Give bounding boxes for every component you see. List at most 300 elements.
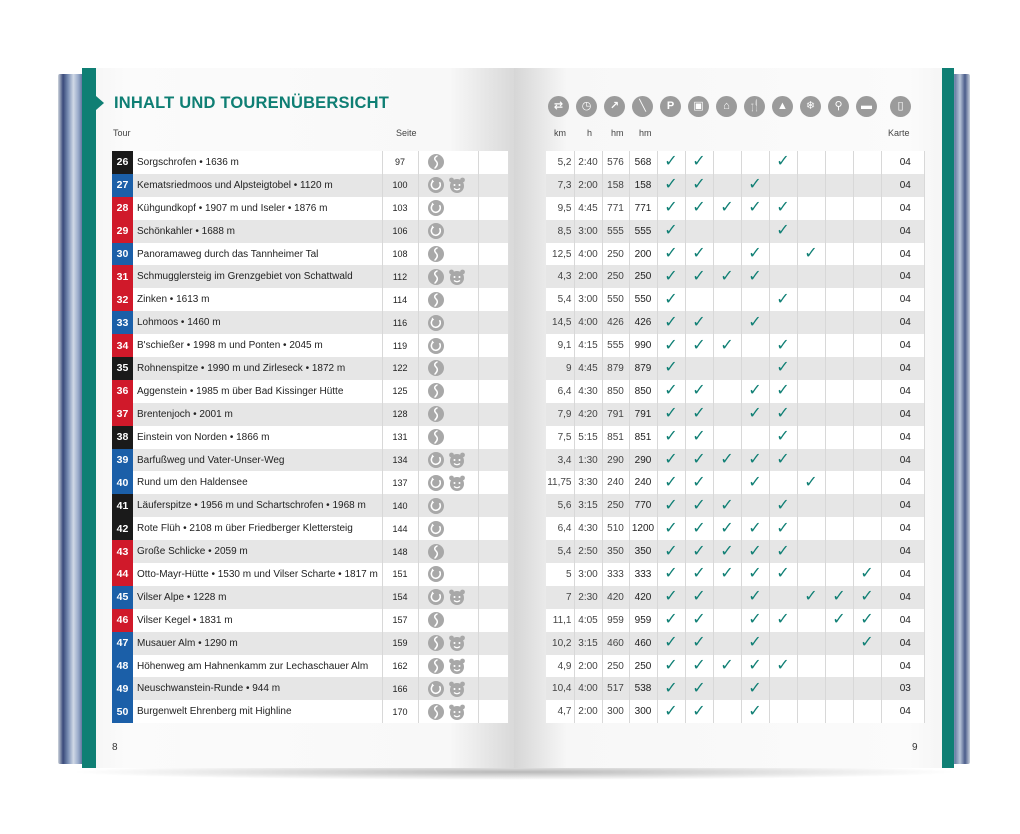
loop-icon <box>427 203 448 214</box>
tour-type-icons <box>418 494 478 517</box>
feature-check-6 <box>825 632 853 655</box>
row-spacer <box>478 517 508 540</box>
table-row[interactable] <box>546 632 924 655</box>
check-icon: ✓ <box>748 405 762 423</box>
check-icon: ✓ <box>692 267 706 285</box>
descent-hm: 990 <box>629 334 657 357</box>
feature-check-7 <box>853 677 881 700</box>
check-icon: ✓ <box>664 336 678 354</box>
map-number: 04 <box>887 540 924 563</box>
difficulty-icon <box>427 272 448 283</box>
feature-check-3 <box>741 426 769 449</box>
table-row[interactable] <box>112 220 508 243</box>
feature-check-0 <box>657 540 685 563</box>
feature-check-1 <box>685 609 713 632</box>
feature-check-4 <box>769 632 797 655</box>
descent-hm: 158 <box>629 174 657 197</box>
table-row[interactable] <box>546 609 924 632</box>
page-reference: 170 <box>382 700 418 723</box>
check-icon: ✓ <box>776 519 790 537</box>
duration-hours: 4:00 <box>574 243 602 266</box>
map-number: 04 <box>887 517 924 540</box>
check-icon: ✓ <box>748 679 762 697</box>
duration-hours: 2:00 <box>574 174 602 197</box>
tour-number-badge: 26 <box>112 151 133 174</box>
tour-name: Kühgundkopf • 1907 m und Iseler • 1876 m <box>133 197 382 220</box>
feature-check-7 <box>853 380 881 403</box>
table-row[interactable] <box>112 632 508 655</box>
feature-check-6 <box>825 586 853 609</box>
check-icon: ✓ <box>664 496 678 514</box>
tour-number-badge: 40 <box>112 471 133 494</box>
feature-check-2 <box>713 700 741 723</box>
descent-hm: 290 <box>629 449 657 472</box>
feature-check-0 <box>657 586 685 609</box>
table-row[interactable] <box>546 265 924 288</box>
distance-km: 5,2 <box>546 151 574 174</box>
duration-hours: 2:00 <box>574 700 602 723</box>
feature-check-5 <box>797 517 825 540</box>
feature-check-4 <box>769 265 797 288</box>
feature-check-3 <box>741 700 769 723</box>
table-row[interactable] <box>112 609 508 632</box>
tour-type-icons <box>418 403 478 426</box>
feature-check-7 <box>853 655 881 678</box>
feature-check-2 <box>713 494 741 517</box>
feature-check-3 <box>741 174 769 197</box>
table-row[interactable] <box>112 563 508 586</box>
ascent-hm: 771 <box>602 197 629 220</box>
page-reference: 128 <box>382 403 418 426</box>
page-reference: 154 <box>382 586 418 609</box>
feature-check-5 <box>797 632 825 655</box>
table-row[interactable] <box>546 357 924 380</box>
table-row[interactable] <box>546 517 924 540</box>
table-row[interactable] <box>546 243 924 266</box>
feature-check-3 <box>741 540 769 563</box>
duration-hours: 4:00 <box>574 677 602 700</box>
ascent-hm: 959 <box>602 609 629 632</box>
feature-check-0 <box>657 311 685 334</box>
feature-check-5 <box>797 334 825 357</box>
map-number: 04 <box>887 632 924 655</box>
check-icon: ✓ <box>664 634 678 652</box>
descent-hm: 250 <box>629 265 657 288</box>
duration-hours: 2:00 <box>574 265 602 288</box>
row-spacer <box>478 471 508 494</box>
check-icon: ✓ <box>692 565 706 583</box>
tour-name: Barfußweg und Vater-Unser-Weg <box>133 449 382 472</box>
feature-check-5 <box>797 151 825 174</box>
table-row[interactable] <box>546 426 924 449</box>
feature-check-0 <box>657 357 685 380</box>
distance-km: 4,7 <box>546 700 574 723</box>
feature-check-7 <box>853 449 881 472</box>
feature-check-3 <box>741 288 769 311</box>
feature-check-6 <box>825 311 853 334</box>
distance-km: 9 <box>546 357 574 380</box>
tour-type-icons <box>418 334 478 357</box>
feature-check-3 <box>741 449 769 472</box>
feature-check-5 <box>797 288 825 311</box>
table-row[interactable] <box>112 449 508 472</box>
feature-check-1 <box>685 151 713 174</box>
check-icon: ✓ <box>776 359 790 377</box>
check-icon: ✓ <box>664 588 678 606</box>
feature-check-0 <box>657 632 685 655</box>
page-reference: 157 <box>382 609 418 632</box>
feature-check-4 <box>769 220 797 243</box>
feature-check-6 <box>825 609 853 632</box>
table-row[interactable] <box>546 151 924 174</box>
row-spacer <box>478 586 508 609</box>
feature-check-5 <box>797 655 825 678</box>
table-row[interactable] <box>546 677 924 700</box>
tour-type-icons <box>418 265 478 288</box>
map-number: 04 <box>887 380 924 403</box>
feature-check-5 <box>797 677 825 700</box>
map-number: 04 <box>887 471 924 494</box>
feature-check-7 <box>853 174 881 197</box>
feature-check-4 <box>769 494 797 517</box>
restaurant-icon: 🍴 <box>744 96 765 117</box>
distance-km: 3,4 <box>546 449 574 472</box>
distance-km: 4,3 <box>546 265 574 288</box>
check-icon: ✓ <box>804 588 818 606</box>
check-icon: ✓ <box>776 336 790 354</box>
table-row[interactable] <box>546 586 924 609</box>
tour-type-icons <box>418 288 478 311</box>
descent-hm: 791 <box>629 403 657 426</box>
check-icon: ✓ <box>664 313 678 331</box>
check-icon: ✓ <box>692 634 706 652</box>
table-row[interactable] <box>112 265 508 288</box>
map-number: 04 <box>887 265 924 288</box>
check-icon: ✓ <box>748 473 762 491</box>
check-icon: ✓ <box>664 473 678 491</box>
check-icon: ✓ <box>720 519 734 537</box>
bus-icon: ▣ <box>688 96 709 117</box>
map-number: 04 <box>887 586 924 609</box>
feature-check-6 <box>825 197 853 220</box>
row-spacer <box>478 174 508 197</box>
ascent-hm: 851 <box>602 426 629 449</box>
table-row[interactable] <box>546 471 924 494</box>
loop-icon <box>427 523 448 534</box>
feature-check-4 <box>769 563 797 586</box>
page-reference: 103 <box>382 197 418 220</box>
table-row[interactable] <box>112 517 508 540</box>
descent-hm: 770 <box>629 494 657 517</box>
map-number: 04 <box>887 311 924 334</box>
check-icon: ✓ <box>748 176 762 194</box>
difficulty-icon <box>427 409 448 420</box>
column-header-seite: Seite <box>396 128 417 138</box>
feature-check-2 <box>713 677 741 700</box>
check-icon: ✓ <box>748 542 762 560</box>
map-number: 04 <box>887 426 924 449</box>
map-number: 04 <box>887 243 924 266</box>
duration-hours: 3:00 <box>574 220 602 243</box>
parking-icon: P <box>660 96 681 117</box>
feature-check-4 <box>769 357 797 380</box>
table-row[interactable] <box>546 197 924 220</box>
tour-type-icons <box>418 357 478 380</box>
feature-check-1 <box>685 197 713 220</box>
descent-hm: 538 <box>629 677 657 700</box>
loop-icon <box>427 226 448 237</box>
tour-number-badge: 37 <box>112 403 133 426</box>
tour-type-icons <box>418 151 478 174</box>
table-row[interactable] <box>112 197 508 220</box>
check-icon: ✓ <box>748 245 762 262</box>
table-row[interactable] <box>112 540 508 563</box>
feature-check-3 <box>741 517 769 540</box>
table-row[interactable] <box>546 655 924 678</box>
table-row[interactable] <box>112 677 508 700</box>
duration-hours: 2:30 <box>574 586 602 609</box>
table-row[interactable] <box>112 288 508 311</box>
descent-hm: 1200 <box>629 517 657 540</box>
table-row[interactable] <box>112 357 508 380</box>
check-icon: ✓ <box>860 634 874 652</box>
table-row[interactable] <box>112 311 508 334</box>
tour-type-icons <box>418 449 478 472</box>
check-icon: ✓ <box>720 451 734 469</box>
table-row[interactable] <box>112 426 508 449</box>
page-reference: 100 <box>382 174 418 197</box>
feature-check-3 <box>741 151 769 174</box>
kids-icon <box>448 478 469 489</box>
tour-name: Rohnenspitze • 1990 m und Zirleseck • 1872 m <box>133 357 382 380</box>
descent-hm: 250 <box>629 655 657 678</box>
feature-check-3 <box>741 655 769 678</box>
table-row[interactable] <box>546 449 924 472</box>
tour-type-icons <box>418 471 478 494</box>
feature-check-3 <box>741 334 769 357</box>
check-icon: ✓ <box>664 199 678 217</box>
table-row[interactable] <box>112 243 508 266</box>
tour-type-icons <box>418 632 478 655</box>
teal-margin-bar-right <box>942 68 954 768</box>
feature-check-0 <box>657 609 685 632</box>
check-icon: ✓ <box>664 290 678 308</box>
descent-hm: 426 <box>629 311 657 334</box>
check-icon: ✓ <box>692 473 706 491</box>
feature-check-2 <box>713 288 741 311</box>
row-spacer <box>478 632 508 655</box>
column-header-h: h <box>587 128 593 138</box>
feature-check-2 <box>713 632 741 655</box>
feature-check-7 <box>853 609 881 632</box>
feature-check-6 <box>825 243 853 266</box>
kids-icon <box>448 684 469 695</box>
tour-number-badge: 50 <box>112 700 133 723</box>
table-row[interactable] <box>546 494 924 517</box>
feature-check-2 <box>713 517 741 540</box>
feature-check-0 <box>657 403 685 426</box>
table-row[interactable] <box>546 563 924 586</box>
table-row[interactable] <box>546 220 924 243</box>
ascent-hm: 791 <box>602 403 629 426</box>
feature-check-0 <box>657 700 685 723</box>
feature-check-1 <box>685 655 713 678</box>
ascent-hm: 850 <box>602 380 629 403</box>
feature-check-6 <box>825 540 853 563</box>
feature-check-2 <box>713 426 741 449</box>
feature-check-7 <box>853 700 881 723</box>
page-reference: 151 <box>382 563 418 586</box>
feature-check-6 <box>825 563 853 586</box>
row-spacer <box>478 311 508 334</box>
descent-hm: 333 <box>629 563 657 586</box>
descent-hm: 879 <box>629 357 657 380</box>
feature-check-3 <box>741 471 769 494</box>
table-row[interactable] <box>112 403 508 426</box>
distance-km: 7,3 <box>546 174 574 197</box>
feature-check-6 <box>825 288 853 311</box>
tour-number-badge: 29 <box>112 220 133 243</box>
row-spacer <box>478 151 508 174</box>
feature-check-1 <box>685 288 713 311</box>
column-header-tour: Tour <box>113 128 131 138</box>
descent-hm: 550 <box>629 288 657 311</box>
tour-type-icons <box>418 197 478 220</box>
table-row[interactable] <box>112 586 508 609</box>
feature-check-4 <box>769 403 797 426</box>
check-icon: ✓ <box>664 542 678 560</box>
descent-hm: 240 <box>629 471 657 494</box>
feature-check-7 <box>853 357 881 380</box>
left-page <box>82 68 514 768</box>
check-icon: ✓ <box>664 702 678 720</box>
table-row[interactable] <box>112 151 508 174</box>
tour-number-badge: 27 <box>112 174 133 197</box>
table-row[interactable] <box>112 334 508 357</box>
check-icon: ✓ <box>664 611 678 629</box>
ascent-hm: 240 <box>602 471 629 494</box>
check-icon: ✓ <box>664 405 678 423</box>
distance-km: 12,5 <box>546 243 574 266</box>
descent-hm: 959 <box>629 609 657 632</box>
row-spacer <box>478 426 508 449</box>
page-reference: 122 <box>382 357 418 380</box>
page-title: INHALT UND TOURENÜBERSICHT <box>114 94 390 112</box>
route-line-icon: ╲ <box>632 96 653 117</box>
difficulty-icon <box>427 386 448 397</box>
map-number: 04 <box>887 151 924 174</box>
loop-icon <box>427 592 448 603</box>
feature-check-1 <box>685 700 713 723</box>
page-reference: 116 <box>382 311 418 334</box>
map-number: 04 <box>887 700 924 723</box>
kids-icon <box>448 180 469 191</box>
tour-name: Panoramaweg durch das Tannheimer Tal <box>133 243 382 266</box>
feature-check-7 <box>853 517 881 540</box>
descent-hm: 350 <box>629 540 657 563</box>
feature-check-2 <box>713 563 741 586</box>
tour-name: B'schießer • 1998 m und Ponten • 2045 m <box>133 334 382 357</box>
tour-type-icons <box>418 586 478 609</box>
table-row[interactable] <box>546 174 924 197</box>
feature-check-0 <box>657 494 685 517</box>
tour-name: Vilser Kegel • 1831 m <box>133 609 382 632</box>
descent-hm: 771 <box>629 197 657 220</box>
feature-check-2 <box>713 655 741 678</box>
feature-check-1 <box>685 357 713 380</box>
feature-check-2 <box>713 609 741 632</box>
check-icon: ✓ <box>748 657 762 675</box>
feature-check-5 <box>797 174 825 197</box>
check-icon: ✓ <box>860 611 874 629</box>
difficulty-icon <box>427 546 448 557</box>
table-row[interactable] <box>112 700 508 723</box>
ascent-hm: 517 <box>602 677 629 700</box>
table-row[interactable] <box>112 380 508 403</box>
table-row[interactable] <box>112 655 508 678</box>
kids-icon <box>448 661 469 672</box>
tour-name: Schönkahler • 1688 m <box>133 220 382 243</box>
check-icon: ✓ <box>692 657 706 675</box>
table-row[interactable] <box>546 403 924 426</box>
map-number: 04 <box>887 174 924 197</box>
feature-check-3 <box>741 197 769 220</box>
descent-hm: 568 <box>629 151 657 174</box>
check-icon: ✓ <box>664 153 678 171</box>
tour-number-badge: 32 <box>112 288 133 311</box>
map-number: 04 <box>887 357 924 380</box>
distance-km: 10,2 <box>546 632 574 655</box>
table-row[interactable] <box>546 288 924 311</box>
feature-check-5 <box>797 700 825 723</box>
table-row[interactable] <box>112 174 508 197</box>
duration-hours: 2:50 <box>574 540 602 563</box>
feature-check-5 <box>797 380 825 403</box>
check-icon: ✓ <box>692 519 706 537</box>
page-reference: 162 <box>382 655 418 678</box>
table-row[interactable] <box>546 311 924 334</box>
check-icon: ✓ <box>664 428 678 446</box>
duration-hours: 2:40 <box>574 151 602 174</box>
tour-name: Zinken • 1613 m <box>133 288 382 311</box>
table-row[interactable] <box>546 540 924 563</box>
map-number: 03 <box>887 677 924 700</box>
feature-check-6 <box>825 677 853 700</box>
difficulty-icon <box>427 432 448 443</box>
page-reference: 140 <box>382 494 418 517</box>
tour-type-icons <box>418 540 478 563</box>
distance-km: 9,5 <box>546 197 574 220</box>
feature-check-6 <box>825 426 853 449</box>
table-row[interactable] <box>546 700 924 723</box>
table-row[interactable] <box>112 471 508 494</box>
tour-name: Vilser Alpe • 1228 m <box>133 586 382 609</box>
table-row[interactable] <box>112 494 508 517</box>
feature-check-6 <box>825 517 853 540</box>
tour-name: Schmugglersteig im Grenzgebiet von Schattwald <box>133 265 382 288</box>
page-reference: 119 <box>382 334 418 357</box>
check-icon: ✓ <box>720 565 734 583</box>
descent-hm: 850 <box>629 380 657 403</box>
table-row[interactable] <box>546 334 924 357</box>
feature-check-2 <box>713 540 741 563</box>
map-number: 04 <box>887 563 924 586</box>
check-icon: ✓ <box>692 542 706 560</box>
table-row[interactable] <box>546 380 924 403</box>
check-icon: ✓ <box>748 382 762 400</box>
feature-check-1 <box>685 174 713 197</box>
duration-hours: 4:45 <box>574 357 602 380</box>
